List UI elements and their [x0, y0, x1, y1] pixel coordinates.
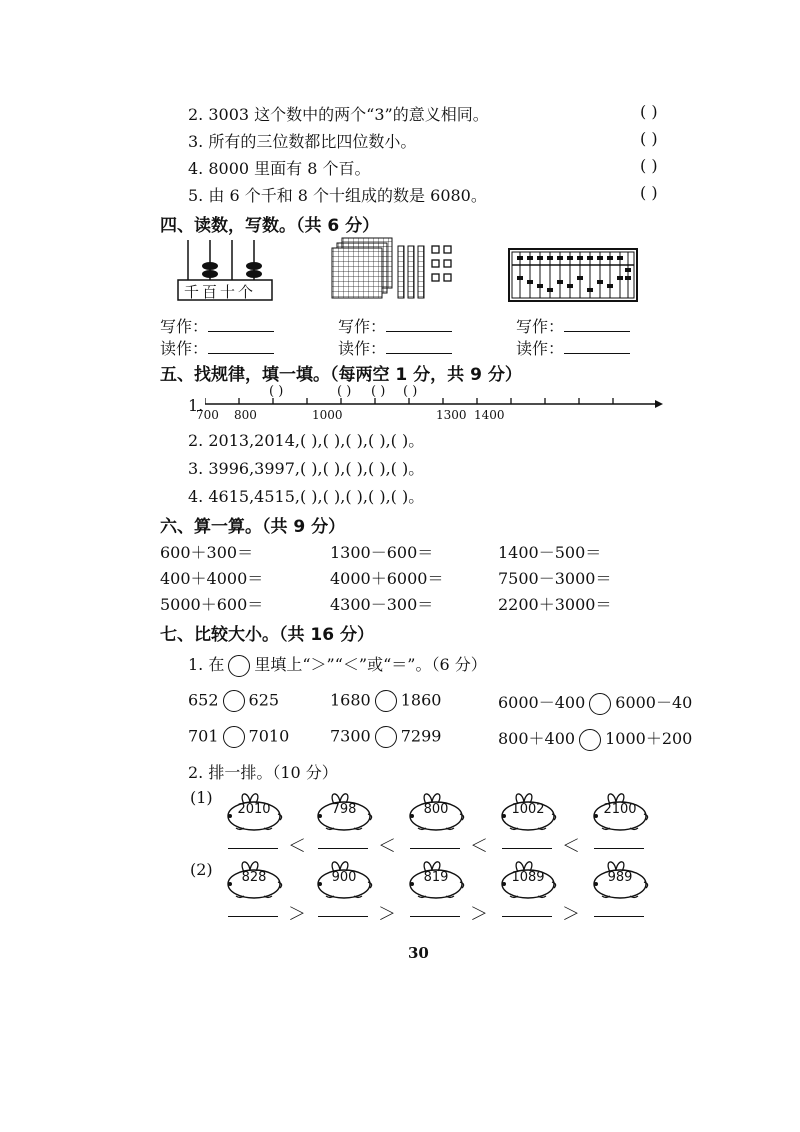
answer-blank[interactable] [208, 331, 274, 332]
base-ten-blocks [328, 236, 468, 306]
comparison-sign: ＜ [562, 836, 580, 857]
comparison-sign: ＞ [470, 904, 488, 925]
sub-question-2: (2) [190, 860, 213, 879]
rabbit-number: 819 [423, 870, 449, 885]
answer-slot[interactable]: ( ) [299, 459, 318, 478]
compare-circle[interactable] [375, 726, 397, 748]
answer-blank[interactable] [502, 848, 552, 849]
answer-slot[interactable]: ( ) [367, 487, 386, 506]
place-value-labels: 千百十个 [184, 283, 257, 301]
answer-paren[interactable]: ( ) [640, 183, 658, 202]
answer-slot[interactable]: ( ) [299, 487, 318, 506]
abacus [508, 248, 638, 302]
rabbit-card [588, 856, 652, 900]
answer-blank[interactable] [502, 916, 552, 917]
answer-blank[interactable] [386, 331, 452, 332]
tick-700: 700 [196, 408, 219, 422]
number-line-slot[interactable]: ( ) [403, 384, 418, 399]
sequence-row-4: 4. 4615,4515,( ),( ),( ),( ),( )。 [188, 487, 425, 506]
comparison-sign: ＜ [288, 836, 306, 857]
tick-1300: 1300 [436, 408, 467, 422]
rabbit-number: 1089 [511, 870, 545, 885]
tick-800: 800 [234, 408, 257, 422]
answer-paren[interactable]: ( ) [640, 102, 658, 121]
write-label-3: 写作： [516, 314, 630, 337]
answer-blank[interactable] [410, 848, 460, 849]
rabbit-number: 900 [331, 870, 357, 885]
sub-question-1: (1) [190, 788, 213, 807]
rabbit-card [588, 788, 652, 832]
comparison-sign: ＞ [562, 904, 580, 925]
sequence-row-2: 2. 2013,2014,( ),( ),( ),( ),( )。 [188, 431, 425, 450]
rabbit-number: 798 [331, 802, 357, 817]
compare-circle[interactable] [375, 690, 397, 712]
rabbit-card [404, 856, 468, 900]
rabbit-card [404, 788, 468, 832]
answer-blank[interactable] [594, 916, 644, 917]
answer-slot[interactable]: ( ) [345, 459, 363, 478]
compare-item: 6000－400 6000－40 [498, 690, 692, 715]
comparison-sign: ＜ [378, 836, 396, 857]
answer-blank[interactable] [594, 848, 644, 849]
answer-slot[interactable]: ( ) [390, 431, 409, 450]
answer-blank[interactable] [318, 848, 368, 849]
answer-slot[interactable]: ( ) [367, 459, 386, 478]
answer-slot[interactable]: ( ) [299, 431, 318, 450]
answer-slot[interactable]: ( ) [322, 459, 341, 478]
write-label-2: 写作： [338, 314, 452, 337]
sequence-row-3: 3. 3996,3997,( ),( ),( ),( ),( )。 [188, 459, 425, 478]
section-5-heading: 五、找规律，填一填。（每两空 1 分，共 9 分） [160, 365, 522, 385]
answer-slot[interactable]: ( ) [322, 431, 341, 450]
answer-blank[interactable] [410, 916, 460, 917]
answer-blank[interactable] [318, 916, 368, 917]
page-number: 30 [408, 944, 429, 962]
rabbit-number: 800 [423, 802, 449, 817]
sort-instruction: 2. 排一排。（10 分） [188, 763, 338, 782]
comparison-sign: ＜ [470, 836, 488, 857]
compare-item: 1680 1860 [330, 690, 441, 712]
answer-paren[interactable]: ( ) [640, 129, 658, 148]
compare-item: 800＋400 1000＋200 [498, 726, 692, 751]
answer-blank[interactable] [228, 916, 278, 917]
judge-item-4: 4. 8000 里面有 8 个百。 [188, 159, 371, 178]
rabbit-card [312, 788, 376, 832]
tick-1000: 1000 [312, 408, 343, 422]
answer-blank[interactable] [564, 331, 630, 332]
rabbit-card [222, 856, 286, 900]
read-label-2: 读作： [338, 336, 452, 359]
number-line-slot[interactable]: ( ) [269, 384, 284, 399]
section-4-heading: 四、读数，写数。（共 6 分） [160, 216, 380, 236]
rabbit-card [222, 788, 286, 832]
calc-item: 1300－600＝ [330, 543, 434, 562]
read-label-1: 读作： [160, 336, 274, 359]
rabbit-number: 1002 [511, 802, 545, 817]
compare-circle[interactable] [579, 729, 601, 751]
answer-slot[interactable]: ( ) [390, 487, 409, 506]
q1-label: 1. [188, 396, 204, 415]
rabbit-number: 2100 [603, 802, 637, 817]
calc-item: 2200＋3000＝ [498, 595, 612, 614]
compare-circle[interactable] [589, 693, 611, 715]
rabbit-number: 828 [241, 870, 267, 885]
answer-blank[interactable] [564, 353, 630, 354]
rabbit-number: 2010 [237, 802, 271, 817]
tick-1400: 1400 [474, 408, 505, 422]
number-line [205, 382, 665, 422]
calc-item: 4000＋6000＝ [330, 569, 444, 588]
judge-item-2: 2. 3003 这个数中的两个“3”的意义相同。 [188, 105, 489, 124]
answer-slot[interactable]: ( ) [367, 431, 386, 450]
calc-item: 600＋300＝ [160, 543, 254, 562]
abacus-icon [508, 248, 638, 302]
number-line-slot[interactable]: ( ) [337, 384, 352, 399]
read-label-3: 读作： [516, 336, 630, 359]
calc-item: 4300－300＝ [330, 595, 434, 614]
rabbit-card [496, 788, 560, 832]
rabbit-card [496, 856, 560, 900]
number-line-slot[interactable]: ( ) [371, 384, 386, 399]
comparison-sign: ＞ [378, 904, 396, 925]
answer-blank[interactable] [386, 353, 452, 354]
answer-slot[interactable]: ( ) [345, 431, 363, 450]
calc-item: 1400－500＝ [498, 543, 602, 562]
base-ten-blocks-icon [328, 236, 468, 306]
answer-slot[interactable]: ( ) [322, 487, 341, 506]
answer-slot[interactable]: ( ) [390, 459, 409, 478]
compare-item: 652 625 [188, 690, 279, 712]
answer-blank[interactable] [208, 353, 274, 354]
section-6-heading: 六、算一算。（共 9 分） [160, 517, 346, 537]
compare-circle[interactable] [223, 690, 245, 712]
answer-blank[interactable] [228, 848, 278, 849]
judge-item-5: 5. 由 6 个千和 8 个十组成的数是 6080。 [188, 186, 487, 205]
comparison-sign: ＞ [288, 904, 306, 925]
calc-item: 7500－3000＝ [498, 569, 612, 588]
rabbit-number: 989 [607, 870, 633, 885]
judge-item-3: 3. 所有的三位数都比四位数小。 [188, 132, 417, 151]
section-7-heading: 七、比较大小。（共 16 分） [160, 625, 374, 645]
compare-item: 701 7010 [188, 726, 289, 748]
circle-icon [228, 655, 250, 677]
answer-slot[interactable]: ( ) [345, 487, 363, 506]
answer-paren[interactable]: ( ) [640, 156, 658, 175]
counting-frame [176, 236, 276, 302]
compare-circle[interactable] [223, 726, 245, 748]
rabbit-card [312, 856, 376, 900]
calc-item: 5000＋600＝ [160, 595, 264, 614]
calc-item: 400＋4000＝ [160, 569, 264, 588]
compare-instruction: 1. 在 里填上“＞”“＜”或“＝”。（6 分） [188, 652, 487, 677]
compare-item: 7300 7299 [330, 726, 441, 748]
write-label-1: 写作： [160, 314, 274, 337]
